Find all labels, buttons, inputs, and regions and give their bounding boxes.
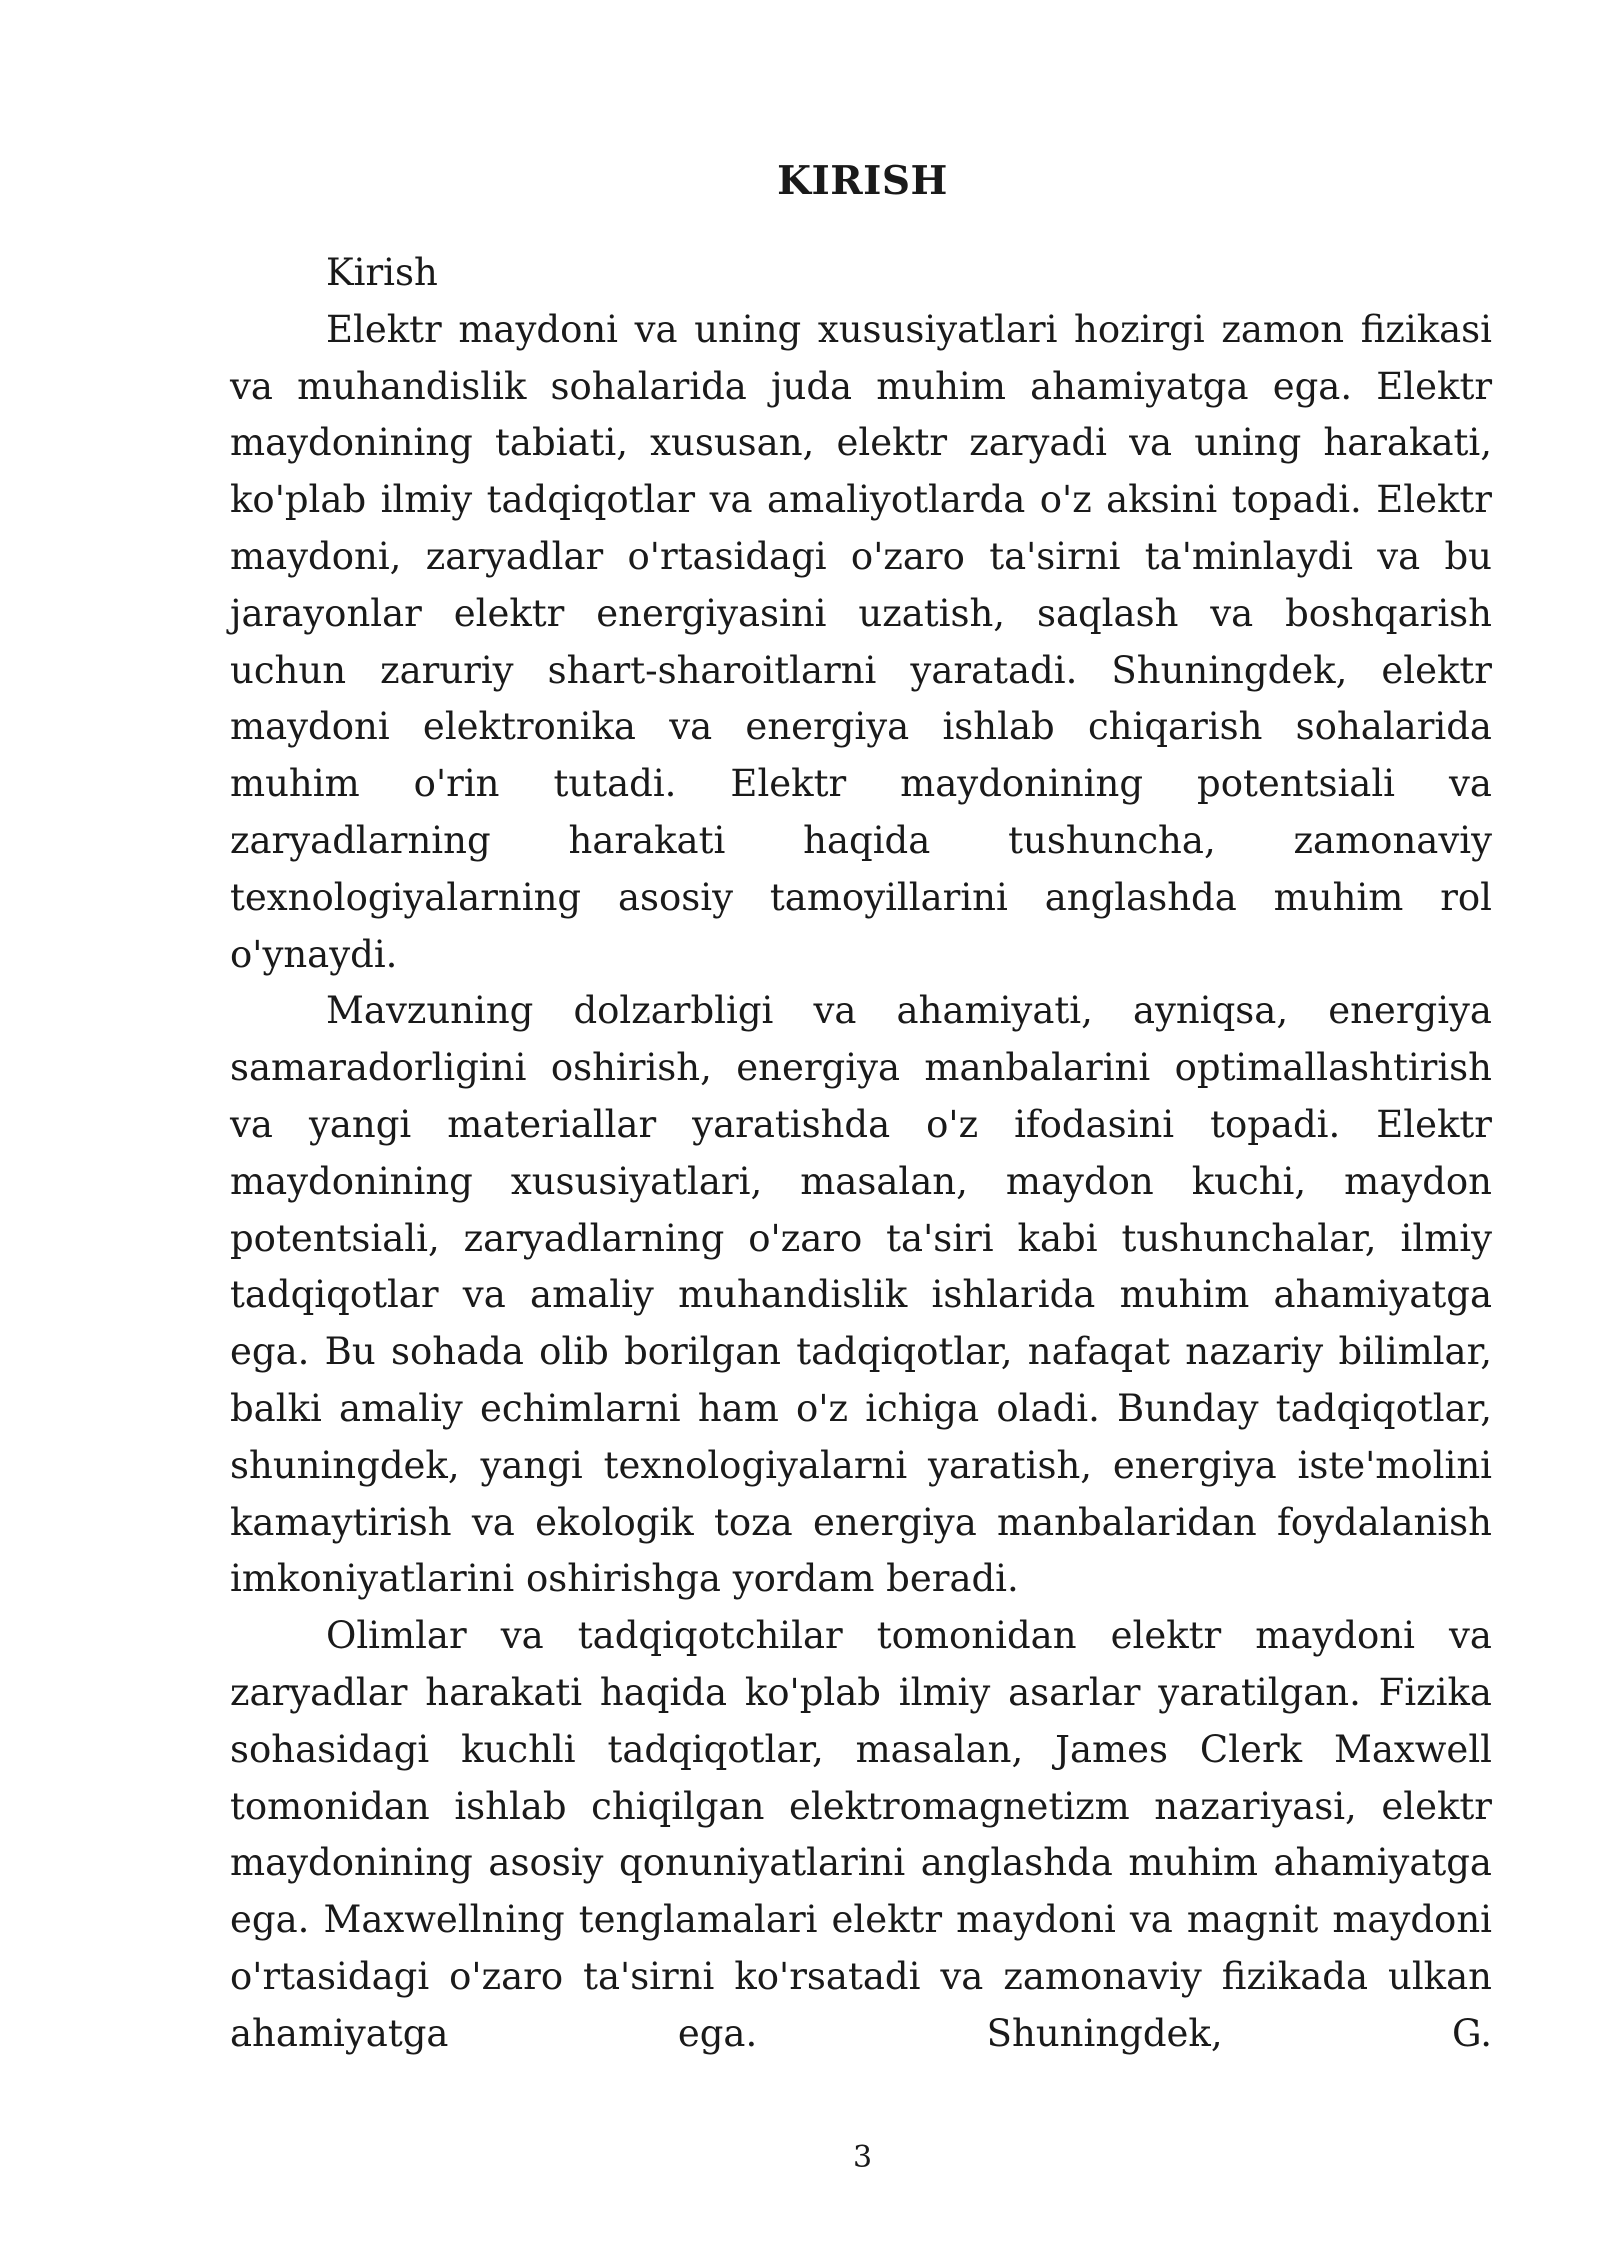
- paragraph-3: Olimlar va tadqiqotchilar tomonidan elektr maydoni va zaryadlar harakati haqida ko'plab ilmiy asarlar yaratilgan. Fizika sohasidagi kuchli tadqiqotlar, masalan, James Clerk Maxwell tomonidan ishlab chiqilgan elektromagnetizm nazariyasi, elektr maydonining asosiy qonuniyatlarini anglashda muhim ahamiyatga ega. Maxwellning tenglamalari elektr maydoni va magnit maydoni o'rtasidagi o'zaro ta'sirni ko'rsatadi va zamonaviy fizikada ulkan ahamiyatga ega. Shuningdek, G.: [230, 1614, 1492, 2055]
- paragraph-2: Mavzuning dolzarbligi va ahamiyati, ayniqsa, energiya samaradorligini oshirish, energiya manbalarini optimallashtirish va yangi materiallar yaratishda o'z ifodasini topadi. Elektr maydonining xususiyatlari, masalan, maydon kuchi, maydon potentsiali, zaryadlarning o'zaro ta'siri kabi tushunchalar, ilmiy tadqiqotlar va amaliy muhandislik ishlarida muhim ahamiyatga ega. Bu sohada olib borilgan tadqiqotlar, nafaqat nazariy bilimlar, balki amaliy echimlarni ham o'z ichiga oladi. Bunday tadqiqotlar, shuningdek, yangi texnologiyalarni yaratish, energiya iste'molini kamaytirish va ekologik toza energiya manbalaridan foydalanish imkoniyatlarini oshirishga yordam beradi.: [230, 989, 1492, 1601]
- page-number: 3: [852, 2140, 873, 2175]
- paragraph-1: Elektr maydoni va uning xususiyatlari hozirgi zamon fizikasi va muhandislik sohalarida juda muhim ahamiyatga ega. Elektr maydonining tabiati, xususan, elektr zaryadi va uning harakati, ko'plab ilmiy tadqiqotlar va amaliyotlarda o'z aksini topadi. Elektr maydoni, zaryadlar o'rtasidagi o'zaro ta'sirni ta'minlaydi va bu jarayonlar elektr energiyasini uzatish, saqlash va boshqarish uchun zaruriy shart-sharoitlarni yaratadi. Shuningdek, elektr maydoni elektronika va energiya ishlab chiqarish sohalarida muhim o'rin tutadi. Elektr maydonining potentsiali va zaryadlarning harakati haqida tushuncha, zamonaviy texnologiyalarning asosiy tamoyillarini anglashda muhim rol o'ynaydi.: [230, 307, 1492, 976]
- paragraph-intro-label: Kirish: [326, 251, 438, 294]
- page-title: KIRISH: [777, 158, 948, 204]
- body-text: [230, 245, 1492, 2063]
